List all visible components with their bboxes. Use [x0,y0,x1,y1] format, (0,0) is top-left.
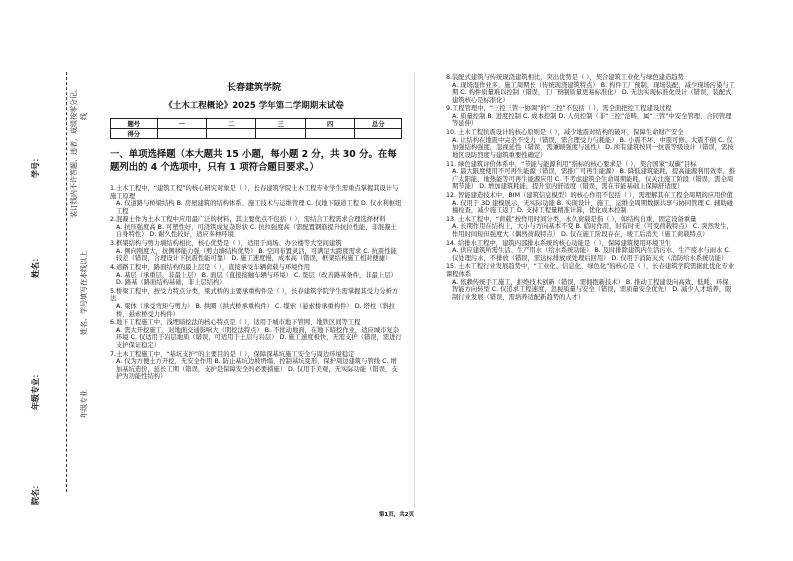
score-label-cell: 得分 [111,129,158,139]
question-stem: 3.框架结构与剪力墙结构相比，核心优势是（ ），适用于商场、办公楼等大空间建筑 [110,240,342,248]
question-stem: 11. 绿色建筑评价体系中，“节能与能源利用”指标的核心要求是（ ），契合国家“双碳”目标 [446,160,697,168]
name-field[interactable]: 姓名： [31,254,40,278]
exam-title: 《土木工程概论》2025 学年第二学期期末试卷 [164,101,344,111]
question-item [110,240,402,263]
binding-note-8: 线 [80,113,88,120]
score-table [110,118,402,139]
question-item [446,216,736,239]
score-input-cell[interactable] [157,129,206,139]
question-stem: 10. 土木工程抗震设计的核心原则是（ ），减少地震对结构的破坏，保障生命财产安全 [446,129,684,137]
question-item [446,240,736,263]
question-item [110,288,402,318]
question-options: A. 让结构在地震中完全不受力（错误，需合理受力与耗能） B. 小震不坏、中震可修、大震不倒 C. 仅加强结构强度，忽视延性（错误，需兼顾强度与延性） D. 所有建筑按同一抗震等级设计（错误，需按地区设防烈度与建筑重要性确定） [452,136,734,159]
class-field[interactable]: 年级专业： [31,370,40,410]
question-list-left [110,185,402,382]
score-header-row [111,119,402,129]
question-item [110,319,402,349]
student-id-field[interactable]: 学号： [31,154,40,178]
binding-note-1: 装订线内不许答题，违者，成绩按零分记。 [70,85,78,218]
question-item [446,263,736,301]
question-options: A. 梁体（承受弯矩与剪力） B. 拱圈（拱式桥承重构件） C. 缆索（悬索桥承重构件） D. 塔柱（斜拉桥、悬索桥受力构件） [116,302,396,318]
question-options: A. 仅为方便土方开挖，无安全作用 B. 防止基坑边坡坍塌、控制基坑变形，保护周边建筑与管线 C. 增加基坑造价，延长工期（错误，支护是保障安全的必要措施） D. 仅用于美观，无实际功能（错误，支护为功能性结构） [116,358,398,381]
score-input-cell[interactable] [305,129,354,139]
question-item [110,216,402,239]
question-stem: 1.土木工程中，“建筑工程”的核心研究对象是（ ），长春建筑学院土木工程专业学生需重点掌握其设计与施工原理 [110,185,399,200]
score-cell: 总分 [355,119,402,129]
college-field[interactable]: 院名： [31,481,40,505]
score-cell: 题号 [111,119,158,129]
question-stem: 8.装配式建筑与传统现浇建筑相比，突出优势是（ ），契合建筑工业化与绿色建造趋势 [446,74,684,81]
question-options: A. 侧向刚度大，抗侧移能力强（剪力墙结构优势） B. 空间布置灵活，可满足大跨度需求 C. 抗震性能较差（错误，合理设计下抗震性能可靠） D. 施工速度慢，成本高（错误，框架结构施工相对便捷） [116,247,397,263]
score-input-cell[interactable] [207,129,256,139]
score-value-row [111,129,402,139]
question-stem: 15. 土木工程行业发展趋势中，“工业化、信息化、绿色化”的核心是（ ），长春建筑学院需据此优化专业课程体系 [446,263,735,278]
question-options: A. 需大开挖施工，对地面交通影响大（明挖法特点） B. 不扰动地面，在地下暗挖作业，适应城市复杂环境 C. 仅适用于岩层地质（错误，可适用于土层与岩层） D. 施工速度极快，无需支护（错误，需进行支护保证稳定） [116,326,402,349]
question-options: A. 质量控制 B. 进度控制 C. 成本控制 D. 人员控制（非“三控”范畴，属“三管”中安全管理、合同管理等延伸） [452,112,732,128]
score-cell: 一 [157,119,206,129]
question-options: A. 基层（承重层，非最上层） B. 面层（直接接触车辆与环境） C. 垫层（改善路基条件，非最上层） D. 路基（路面结构基础，非上层结构） [116,271,397,287]
binding-note-6: 姓名、学号填写在本线以上 [80,251,88,335]
school-name: 长春建筑学院 [226,83,281,93]
binding-note-5: 年级专业 [80,390,88,418]
question-stem: 9.工程管理中，“三控三管一协调”的“三控”不包括（ ），需全面把控工程建设过程 [446,105,672,113]
column-divider [414,72,415,508]
question-options: A. 最大限度使用不可再生能源（错误，需推广可再生能源） B. 降低建筑能耗，提高能源利用效率，推广太阳能、地热能等可再生能源应用 C. 不考虑建筑全生命周期能耗，仅关注施工阶段（错误，需全周期节能） D. 增加建筑耗能，提升室内舒适度（错误，需在节能基础上保障舒适度） [452,168,735,191]
question-item [110,264,402,287]
question-stem: 4.道路工程中，路面结构的最上层是（ ），直接承受车辆荷载与环境作用 [110,264,311,272]
question-options: A. 抗压强度高 B. 可塑性好，可浇筑成复杂形状 C. 抗拉强度高（需配置钢筋提升抗拉性能，非混凝土自身特性） D. 耐久性较好，适应多种环境 [116,223,397,239]
question-options: A. 长期作用在结构上，大小与方向基本不变 B. 临时作用，时有时无（可变荷载特点） C. 突然发生，作用时间短但强度大（偶然荷载特点） D. 仅在施工阶段存在，竣工后消失（施工荷载特点） [452,223,733,238]
question-options: A. 仅用于 3D 建模展示，无实际功能 B. 实现设计、施工、运维全周期数据共享与协同管理 C. 辅助碰撞检查，减少施工返工 D. 支持工程量精准计算，优化成本控制 [452,199,734,215]
question-item [110,185,402,215]
score-input-cell[interactable] [355,129,402,139]
question-stem: 6.地下工程施工中，浅埋暗挖法的核心特点是（ ），适用于城市地下管网、地铁区间等工程 [110,319,361,327]
score-cell: 二 [207,119,256,129]
page-footer: 第1页，共2页 [378,512,415,518]
question-stem: 12. 智能建造技术中，BIM（建筑信息模型）的核心作用不包括（ ），需理解其在工程全周期的应用价值 [446,191,733,199]
score-cell: 四 [305,119,354,129]
section-heading-line: 一、单项选择题（本大题共 15 小题，每小题 2 分，共 30 分。在每 [110,149,397,160]
question-item [446,74,736,104]
question-item [446,105,736,128]
question-item [110,351,402,381]
question-item [446,192,736,215]
section-heading [110,148,402,174]
question-stem: 7.土木工程施工中，“基坑支护”的主要目的是（ ），保障深基坑施工安全与周边环境稳定 [110,350,355,358]
section-heading-line: 题列出的 4 个选项中，只有 1 项符合题目要求。） [110,162,319,173]
binding-margin [0,0,92,561]
score-input-cell[interactable] [256,129,305,139]
question-stem: 14. 给排水工程中，建筑内部排水系统的核心功能是（ ），保障建筑使用环境卫生 [446,239,671,247]
question-stem: 13. 土木工程中，“荷载”按作用时间分类，永久荷载是指（ ），如结构自重、固定设备重量 [446,215,697,223]
question-options: A. 依赖传统手工施工，拒绝技术创新（错误，需拥抱新技术） B. 推动工程建设向高效、低耗、环保、智能方向转型 C. 仅追求工程速度，忽视质量与安全（错误，需质量安全优先） D. 减少人才培养，限制行业发展（错误，需培养适配新趋势的人才） [452,278,735,301]
score-cell: 三 [256,119,305,129]
question-stem: 5.桥梁工程中，按受力特点分类，梁式桥的主要承重构件是（ ），长春建筑学院学生需掌握其受力分析方法 [110,287,399,303]
question-item [446,161,736,191]
question-options: A. 仅道路与桥梁结构 B. 房屋建筑的结构体系、施工技术与运维管理 C. 仅地下隧道工程 D. 仅水利枢纽工程 [116,200,402,215]
question-stem: 2.混凝土作为土木工程中应用最广泛的材料，其主要优点不包括（ ），需结合工程需求合理选择材料 [110,216,386,224]
question-options: A. 现场湿作业多，施工周期长（传统现浇建筑特点） B. 构件工厂预制，现场装配，减少现场污染与工期 C. 构件质量难以控制（错误，工厂预制质量更易标准化） D. 无法实现标准化设计（错误，装配式建筑核心是标准化） [452,81,735,104]
binding-dashed-line [66,72,67,492]
question-options: A. 供应建筑所需生活、生产用水（给水系统功能） B. 及时排除建筑内生活污水、生产废水与雨水 C. 仅处理污水，不排放（错误，需达标排放或处理后回用） D. 仅用于消防灭火（消防给水系统功能） [452,247,731,262]
question-list-right [446,74,736,302]
question-item [446,129,736,159]
